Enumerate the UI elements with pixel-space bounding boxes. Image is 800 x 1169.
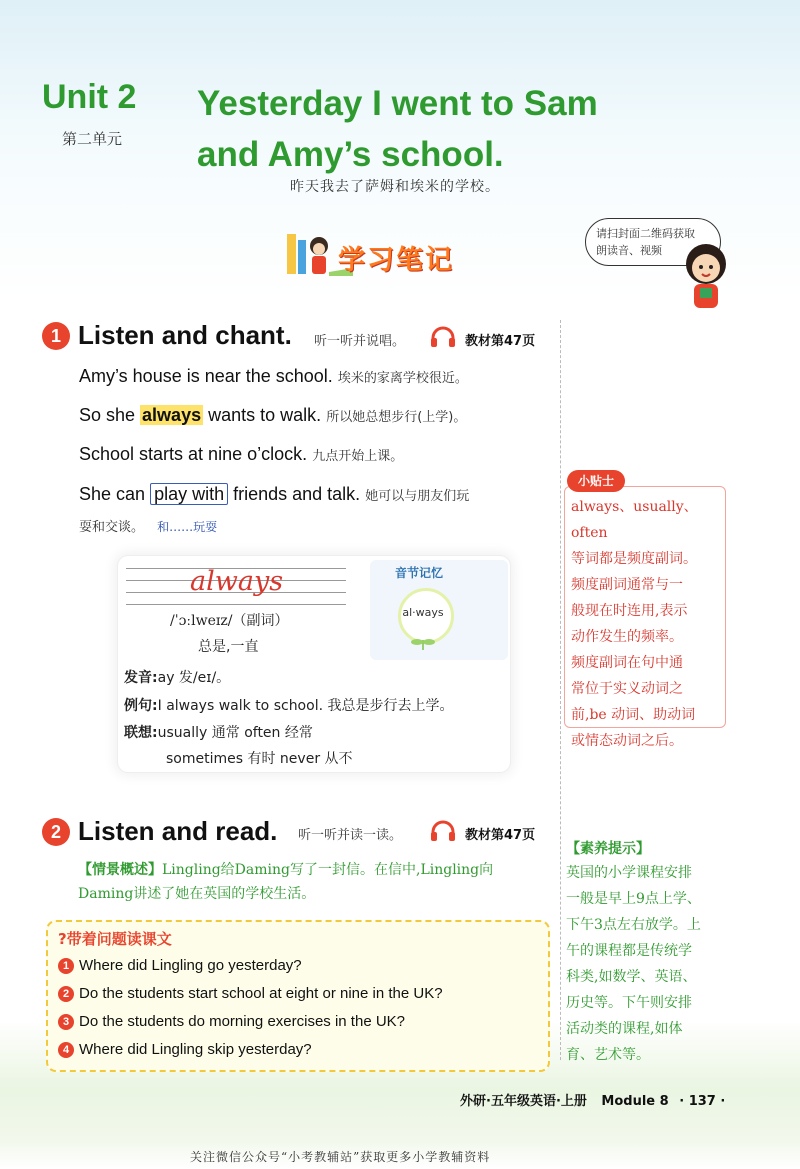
qr-hint-line1: 请扫封面二维码获取 — [596, 227, 695, 240]
section2-title: Listen and read. — [78, 816, 278, 846]
questions-title: ?带着问题读课文 — [58, 930, 172, 948]
unit-label-cn: 第二单元 — [62, 130, 123, 148]
chant-line-2: So she always wants to walk. 所以她总想步行(上学)。 — [79, 405, 467, 425]
chant-line-1: Amy’s house is near the school. 埃米的家离学校很近。 — [79, 366, 468, 386]
tip-line: 频度副词通常与一 — [571, 577, 683, 593]
scene-text: Daming讲述了她在英国的学校生活。 — [78, 886, 316, 902]
chant-line-4-cont: 耍和交谈。 和……玩耍 — [79, 520, 218, 535]
ruled-line — [126, 604, 346, 605]
play-with-note: 和……玩耍 — [157, 520, 218, 534]
tip-text — [571, 494, 723, 754]
tip-line: 常位于实义动词之 — [571, 681, 683, 697]
section1-book-ref: 教材第47页 — [465, 334, 536, 349]
question-2: 2 Do the students start school at eight or nine in the UK? — [58, 985, 443, 1002]
scene-text: Lingling给Daming写了一封信。在信中,Lingling向 — [162, 862, 494, 878]
literacy-line: 午的课程都是传统学 — [566, 943, 692, 959]
tip-line: 频度副词在句中通 — [571, 655, 683, 671]
question-1: 1 Where did Lingling go yesterday? — [58, 957, 302, 974]
literacy-title: 【素养提示】 — [566, 841, 650, 857]
vocab-meaning: 总是,一直 — [198, 639, 259, 655]
study-notes-title: 学习笔记 — [338, 245, 454, 276]
chant-line-3: School starts at nine o’clock. 九点开始上课。 — [79, 444, 404, 464]
unit-title-cn: 昨天我去了萨姆和埃米的学校。 — [290, 179, 500, 195]
literacy-line: 下午3点左右放学。上 — [566, 917, 701, 933]
vocab-example: 例句:I always walk to school. 我总是步行去上学。 — [124, 698, 454, 714]
unit-label: Unit 2 — [42, 78, 137, 116]
tip-line: 前,be 动词、助动词 — [571, 707, 696, 723]
tip-line: always、usually、often — [571, 499, 698, 541]
literacy-line: 活动类的课程,如体 — [566, 1021, 683, 1037]
literacy-line: 英国的小学课程安排 — [566, 865, 692, 881]
tip-tag: 小贴士 — [567, 470, 625, 492]
unit-title-line1: Yesterday I went to Sam — [197, 84, 598, 123]
footer-module: Module 8 — [601, 1094, 669, 1109]
highlight-always: always — [142, 405, 202, 425]
question-3: 3 Do the students do morning exercises in the UK? — [58, 1013, 405, 1030]
syllable-memory-title: 音节记忆 — [395, 566, 444, 580]
vocab-association: 联想:usually 通常 often 经常 — [124, 725, 313, 741]
question-4: 4 Where did Lingling skip yesterday? — [58, 1041, 312, 1058]
tip-line: 等词都是频度副词。 — [571, 551, 697, 567]
headphone-icon[interactable] — [430, 326, 456, 348]
scene-label: 【情景概述】 — [78, 862, 162, 878]
literacy-line: 科类,如数学、英语、 — [566, 969, 697, 985]
section2-cn: 听一听并读一读。 — [298, 828, 403, 843]
chant-line-4: She can play with friends and talk. 她可以与朋友们玩 — [79, 484, 470, 504]
tip-line: 动作发生的频率。 — [571, 629, 683, 645]
section-number-1: 1 — [42, 322, 70, 350]
footer-book: 外研·五年级英语·上册 — [460, 1094, 587, 1109]
headphone-icon[interactable] — [430, 820, 456, 842]
vocab-phonetic: /ˈɔːlweɪz/（副词） — [170, 613, 289, 629]
footer-note: 关注微信公众号“小考教辅站”获取更多小学教辅资料 — [190, 1150, 491, 1164]
literacy-text — [566, 860, 736, 1068]
question-mark-icon: ? — [58, 930, 67, 948]
unit-title-line2: and Amy’s school. — [197, 135, 504, 174]
column-divider — [560, 320, 561, 1060]
girl-mascot-icon — [680, 240, 732, 310]
section-number-2: 2 — [42, 818, 70, 846]
literacy-line: 一般是早上9点上学、 — [566, 891, 701, 907]
vocab-pronunciation: 发音:ay 发/eɪ/。 — [124, 670, 231, 686]
leaf-icon — [410, 636, 436, 650]
literacy-line: 育、艺术等。 — [566, 1047, 650, 1063]
tip-line: 般现在时连用,表示 — [571, 603, 688, 619]
section2-book-ref: 教材第47页 — [465, 828, 536, 843]
vocab-word: always — [190, 566, 284, 597]
unit-title — [197, 78, 598, 180]
pencil-icon — [287, 234, 296, 274]
scene-summary — [78, 858, 548, 906]
page-number: · 137 · — [679, 1094, 726, 1109]
boxed-play-with: play with — [150, 483, 228, 505]
page-footer — [460, 1090, 725, 1109]
syllable-text: al·ways — [402, 606, 444, 619]
vocab-association-2: sometimes 有时 never 从不 — [166, 751, 353, 767]
qr-hint-line2: 朗读音、视频 — [596, 244, 662, 257]
literacy-line: 历史等。下午则安排 — [566, 995, 692, 1011]
section1-cn: 听一听并说唱。 — [314, 334, 406, 349]
tip-line: 或情态动词之后。 — [571, 733, 683, 749]
section1-title: Listen and chant. — [78, 320, 292, 350]
